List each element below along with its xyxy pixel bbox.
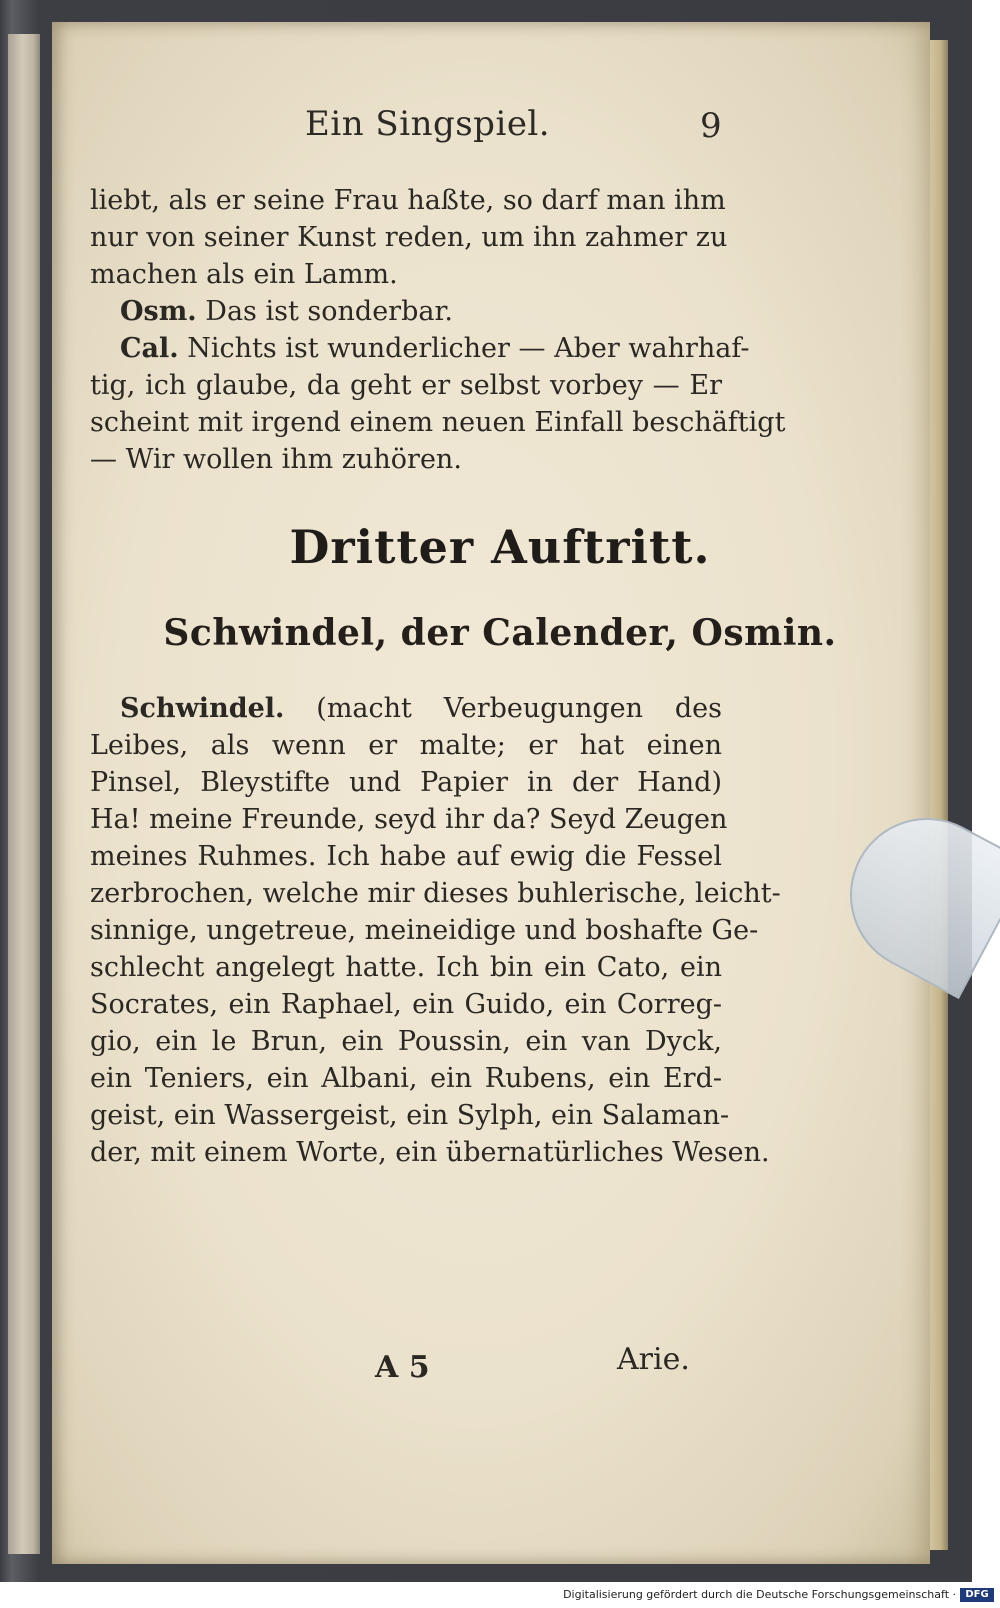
dialogue-osmin — [90, 293, 722, 330]
scene-characters: Schwindel, der Calender, Osmin. — [163, 612, 837, 654]
digitization-credit: Digitalisierung gefördert durch die Deutsche Forschungsgemeinschaft · — [563, 1588, 956, 1601]
speaker-label: Osm. — [120, 296, 197, 327]
text-line: tig, ich glaube, da geht er selbst vorbey — Er — [90, 370, 722, 401]
text-line: sinnige, ungetreue, meineidige und boshafte Ge- — [90, 915, 759, 946]
text-line: Pinsel, Bleystifte und Papier in der Hand) — [90, 767, 722, 798]
signature-mark: A 5 — [375, 1350, 430, 1385]
text-line: geist, ein Wassergeist, ein Sylph, ein Salaman- — [90, 1100, 730, 1131]
text-line: schlecht angelegt hatte. Ich bin ein Cato, ein — [90, 952, 722, 983]
text-line: nur von seiner Kunst reden, um ihn zahmer zu — [90, 222, 728, 253]
text-line: machen als ein Lamm. — [90, 259, 398, 290]
dialogue-calender — [90, 330, 750, 367]
text-line: liebt, als er seine Frau haßte, so darf man ihm — [90, 185, 726, 216]
text-line: gio, ein le Brun, ein Poussin, ein van Dyck, — [90, 1026, 722, 1057]
catchword: Arie. — [617, 1342, 690, 1377]
speaker-label: Schwindel. — [120, 693, 285, 724]
dialogue-text: Nichts ist wunderlicher — Aber wahrhaf- — [187, 333, 750, 364]
text-line: Socrates, ein Raphael, ein Guido, ein Correg- — [90, 989, 722, 1020]
text-line: Ha! meine Freunde, seyd ihr da? Seyd Zeugen — [90, 804, 728, 835]
text-line: zerbrochen, welche mir dieses buhlerische, leicht- — [90, 878, 781, 909]
text-line: scheint mit irgend einem neuen Einfall beschäftigt — [90, 407, 786, 438]
dialogue-text: Das ist sonderbar. — [205, 296, 453, 327]
text-block-2 — [90, 690, 781, 1171]
left-page-edge — [8, 34, 40, 1554]
text-block-1 — [90, 182, 786, 478]
running-head: Ein Singspiel. — [305, 104, 551, 144]
text-line: der, mit einem Worte, ein übernatürliches Wesen. — [90, 1137, 770, 1168]
text-line: Leibes, als wenn er malte; er hat einen — [90, 730, 722, 761]
text-line: meines Ruhmes. Ich habe auf ewig die Fessel — [90, 841, 722, 872]
scene-title: Dritter Auftritt. — [289, 520, 711, 574]
text-line: — Wir wollen ihm zuhören. — [90, 444, 462, 475]
dfg-logo: DFG — [960, 1588, 994, 1602]
text-line: ein Teniers, ein Albani, ein Rubens, ein Erd- — [90, 1063, 722, 1094]
page-number: 9 — [700, 106, 722, 146]
page-header — [0, 104, 1000, 154]
stage-direction: (macht Verbeugungen des — [316, 693, 722, 724]
speaker-label: Cal. — [120, 333, 179, 364]
dialogue-schwindel — [90, 690, 722, 727]
